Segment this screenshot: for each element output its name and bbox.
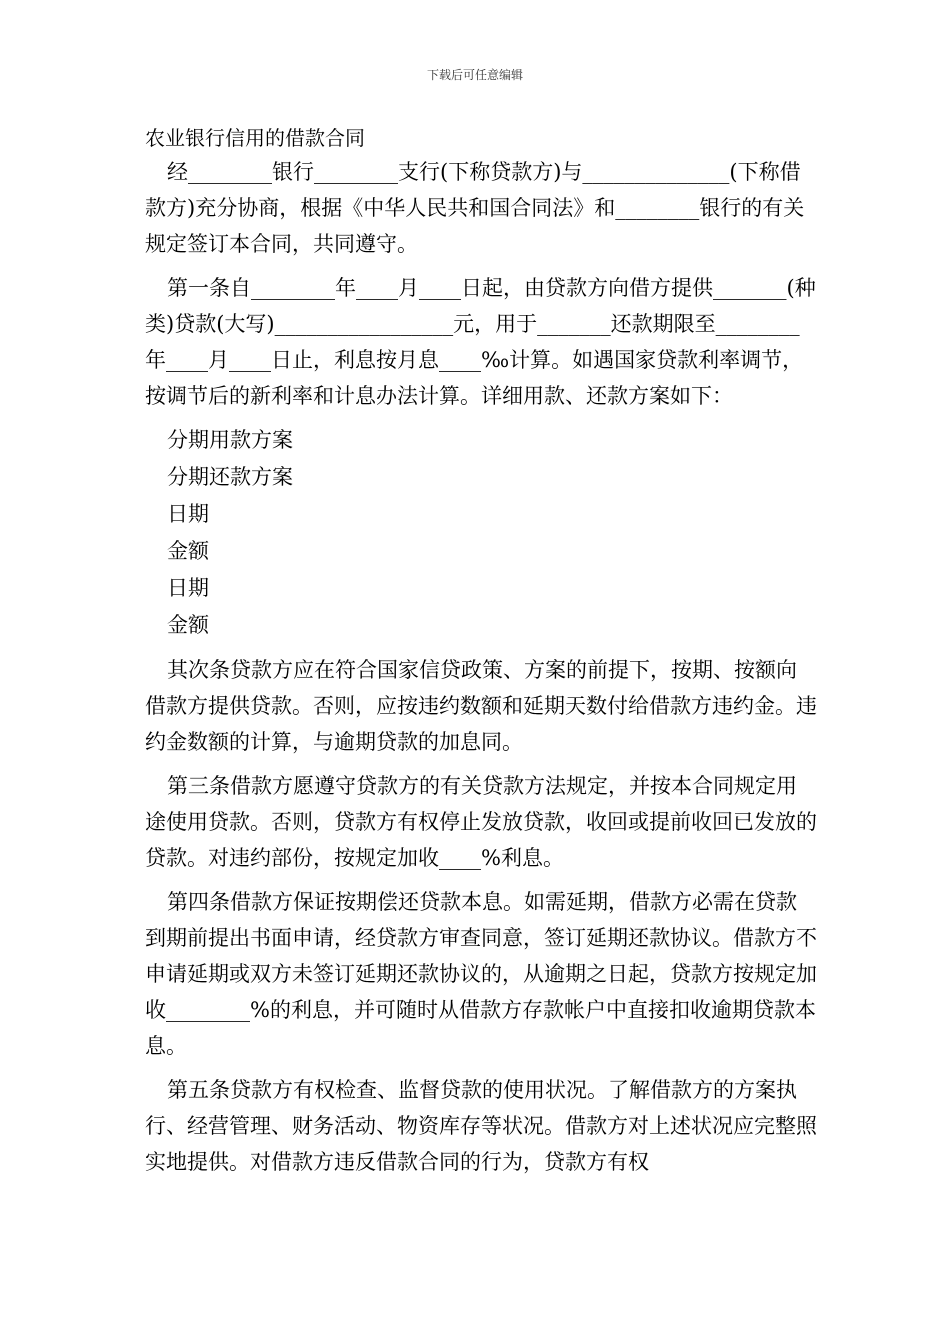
article-4-paragraph: 第四条借款方保证按期偿还贷款本息。如需延期，借款方必需在贷款到期前提出书面申请，经贷款方审查同意，签订延期还款协议。借款方不申请延期或双方未签订延期还款协议的，从逾期之日起，贷款方按规定加收________%的利息，并可随时从借款方存款帐户中直接扣收逾期贷款本息。 xyxy=(145,890,817,1058)
article-1-paragraph: 第一条自________年____月____日起，由贷款方向借方提供_______(种类)贷款(大写)_________________元，用于_______还款期限至________年____月____日止，利息按月息____‰计算。如遇国家贷款利率调节，按调节后的新利率和计息办法计算。详细用款、还款方案如下： xyxy=(145,276,816,408)
schedule-item: 日期 xyxy=(167,576,209,600)
schedule-item: 金额 xyxy=(167,613,209,637)
schedule-item: 分期用款方案 xyxy=(167,428,293,452)
schedule-item: 金额 xyxy=(167,539,209,563)
article-3-paragraph: 第三条借款方愿遵守贷款方的有关贷款方法规定，并按本合同规定用途使用贷款。否则，贷款方有权停止发放贷款，收回或提前收回已发放的贷款。对违约部份，按规定加收____%利息。 xyxy=(145,774,817,870)
document-title: 农业银行信用的借款合同 xyxy=(145,126,365,150)
intro-paragraph: 经________银行________支行(下称贷款方)与______________(下称借款方)充分协商，根据《中华人民共和国合同法》和________银行的有关规定签订本合同，共同遵守。 xyxy=(145,160,805,256)
article-5-paragraph: 第五条贷款方有权检查、监督贷款的使用状况。了解借款方的方案执行、经营管理、财务活动、物资库存等状况。借款方对上述状况应完整照实地提供。对借款方违反借款合同的行为，贷款方有权 xyxy=(145,1078,817,1174)
article-2-paragraph: 其次条贷款方应在符合国家信贷政策、方案的前提下，按期、按额向借款方提供贷款。否则，应按违约数额和延期天数付给借款方违约金。违约金数额的计算，与逾期贷款的加息同。 xyxy=(145,658,817,754)
page-header: 下载后可任意编辑 xyxy=(426,68,523,82)
schedule-item: 分期还款方案 xyxy=(167,465,293,489)
schedule-item: 日期 xyxy=(167,502,209,526)
document-body xyxy=(145,154,817,1188)
schedule-list xyxy=(145,422,817,644)
